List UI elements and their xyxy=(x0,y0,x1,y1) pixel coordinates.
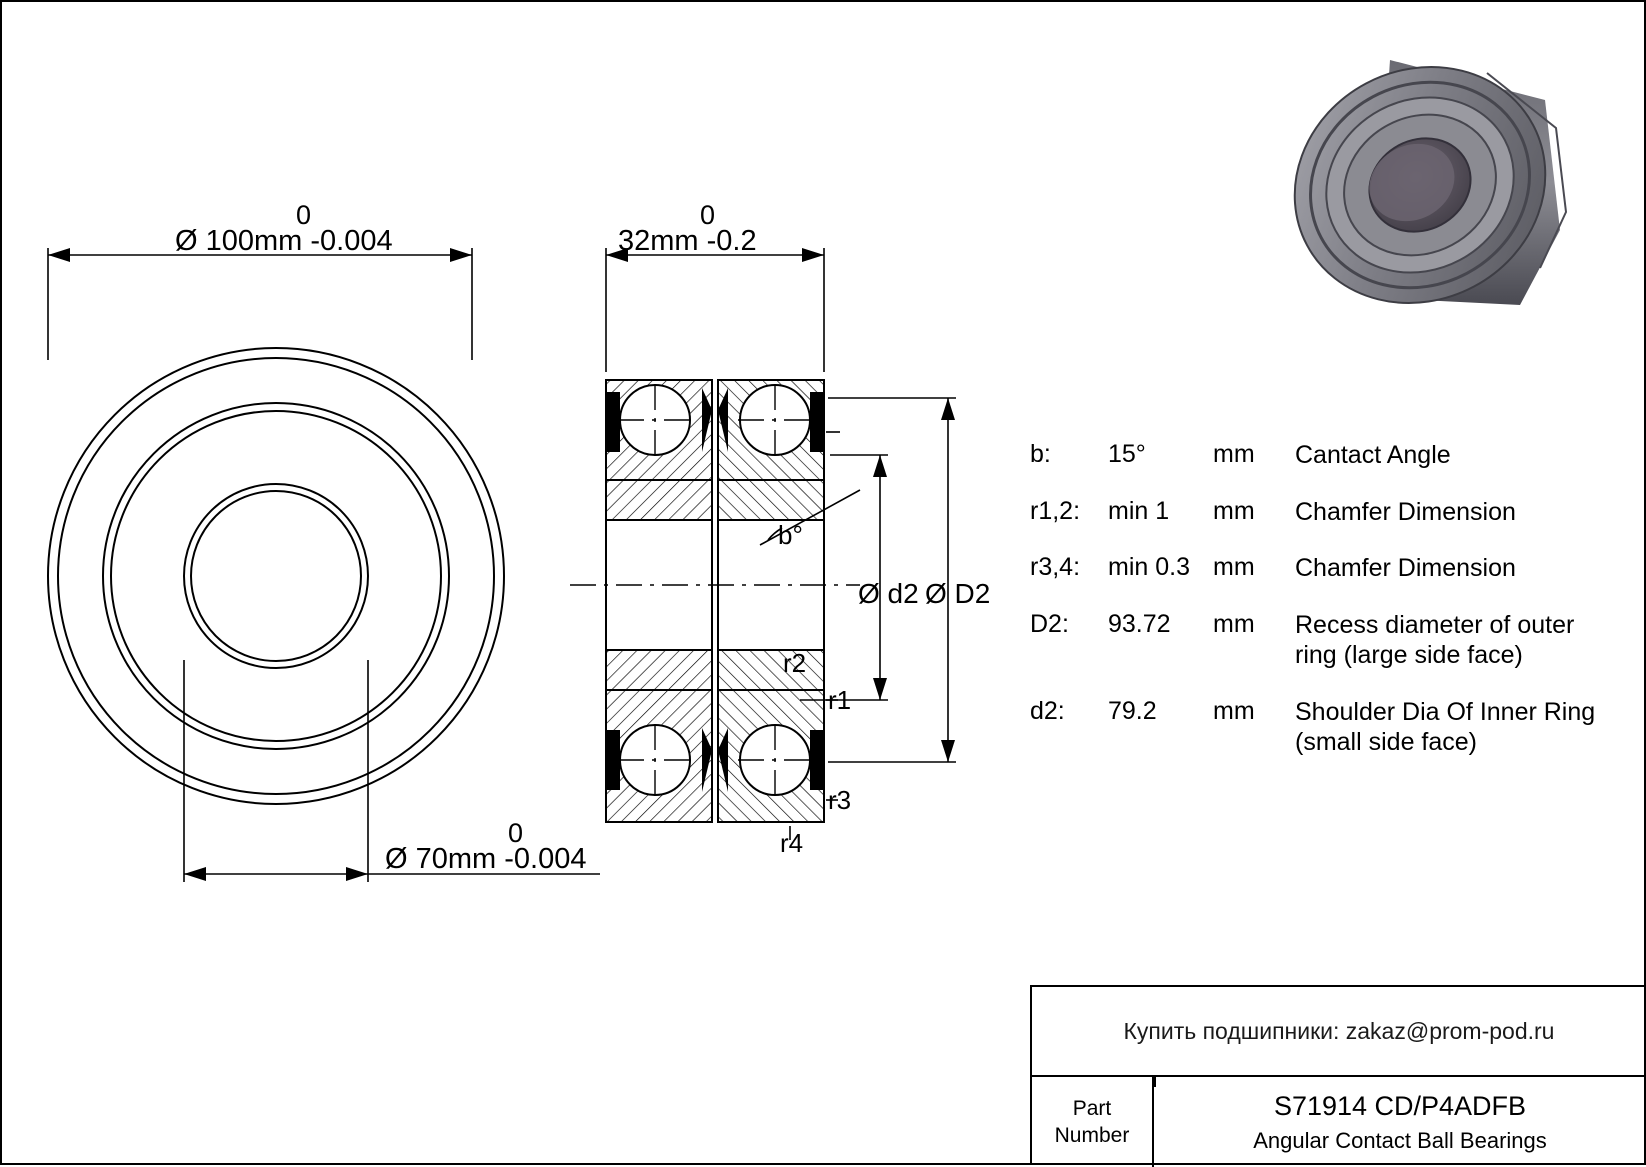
section-view xyxy=(570,248,956,840)
spec-row xyxy=(1030,497,1610,528)
title-block xyxy=(1030,985,1644,1165)
contact-email-note: Купить подшипники: zakaz@prom-pod.ru xyxy=(1032,987,1646,1077)
specification-table xyxy=(1030,440,1610,784)
r4-label: r4 xyxy=(780,828,804,858)
front-view xyxy=(48,348,504,804)
spec-symbol: D2: xyxy=(1030,609,1069,638)
spec-unit: mm xyxy=(1213,496,1255,525)
spec-symbol: b: xyxy=(1030,440,1051,468)
spec-description: Recess diameter of outer ring (large side face) xyxy=(1295,610,1575,669)
spec-description: Chamfer Dimension xyxy=(1295,554,1516,582)
r2-label: r2 xyxy=(783,648,807,678)
r3-label: r3 xyxy=(828,785,852,815)
width-dim-tolerance: 0 xyxy=(700,200,716,230)
spec-description: Cantact Angle xyxy=(1295,441,1451,469)
part-number-label xyxy=(1032,1077,1154,1167)
inner-dim-text: Ø 70mm -0.004 xyxy=(385,843,587,875)
part-label-line2: Number xyxy=(1054,1124,1130,1147)
part-number: S71914 CD/P4ADFB xyxy=(1273,1090,1527,1121)
spec-unit: mm xyxy=(1213,553,1255,581)
spec-symbol: d2: xyxy=(1030,696,1065,725)
spec-symbol: r3,4: xyxy=(1030,553,1081,581)
spec-symbol: r1,2: xyxy=(1030,496,1081,525)
spec-row xyxy=(1030,697,1610,758)
outer-diameter-dimension xyxy=(48,248,472,360)
part-type: Angular Contact Ball Bearings xyxy=(1253,1127,1547,1153)
spec-row xyxy=(1030,440,1610,471)
bearing-3d-render xyxy=(1253,23,1587,346)
spec-row xyxy=(1030,610,1610,671)
spec-unit: mm xyxy=(1213,440,1255,468)
d2-dimension-label: Ø d2 xyxy=(858,578,919,609)
spec-value: min 0.3 xyxy=(1108,553,1190,581)
r1-label: r1 xyxy=(828,685,852,715)
spec-value: min 1 xyxy=(1108,496,1170,525)
spec-value: 15° xyxy=(1108,440,1146,468)
contact-angle-label: b° xyxy=(778,520,803,550)
outer-dim-tolerance: 0 xyxy=(296,200,312,230)
inner-dim-tolerance: 0 xyxy=(508,818,524,848)
part-number-value xyxy=(1154,1077,1646,1167)
spec-description: Shoulder Dia Of Inner Ring (small side face) xyxy=(1295,697,1596,756)
spec-value: 93.72 xyxy=(1108,609,1171,638)
width-dim-text: 32mm -0.2 xyxy=(618,225,757,257)
spec-description: Chamfer Dimension xyxy=(1295,497,1516,526)
spec-unit: mm xyxy=(1213,696,1255,725)
spec-value: 79.2 xyxy=(1108,696,1157,725)
D2-dimension-label: Ø D2 xyxy=(925,578,991,609)
outer-dim-text: Ø 100mm -0.004 xyxy=(175,225,393,257)
spec-unit: mm xyxy=(1213,609,1255,638)
spec-row xyxy=(1030,553,1610,584)
part-label-line1: Part xyxy=(1072,1096,1112,1120)
